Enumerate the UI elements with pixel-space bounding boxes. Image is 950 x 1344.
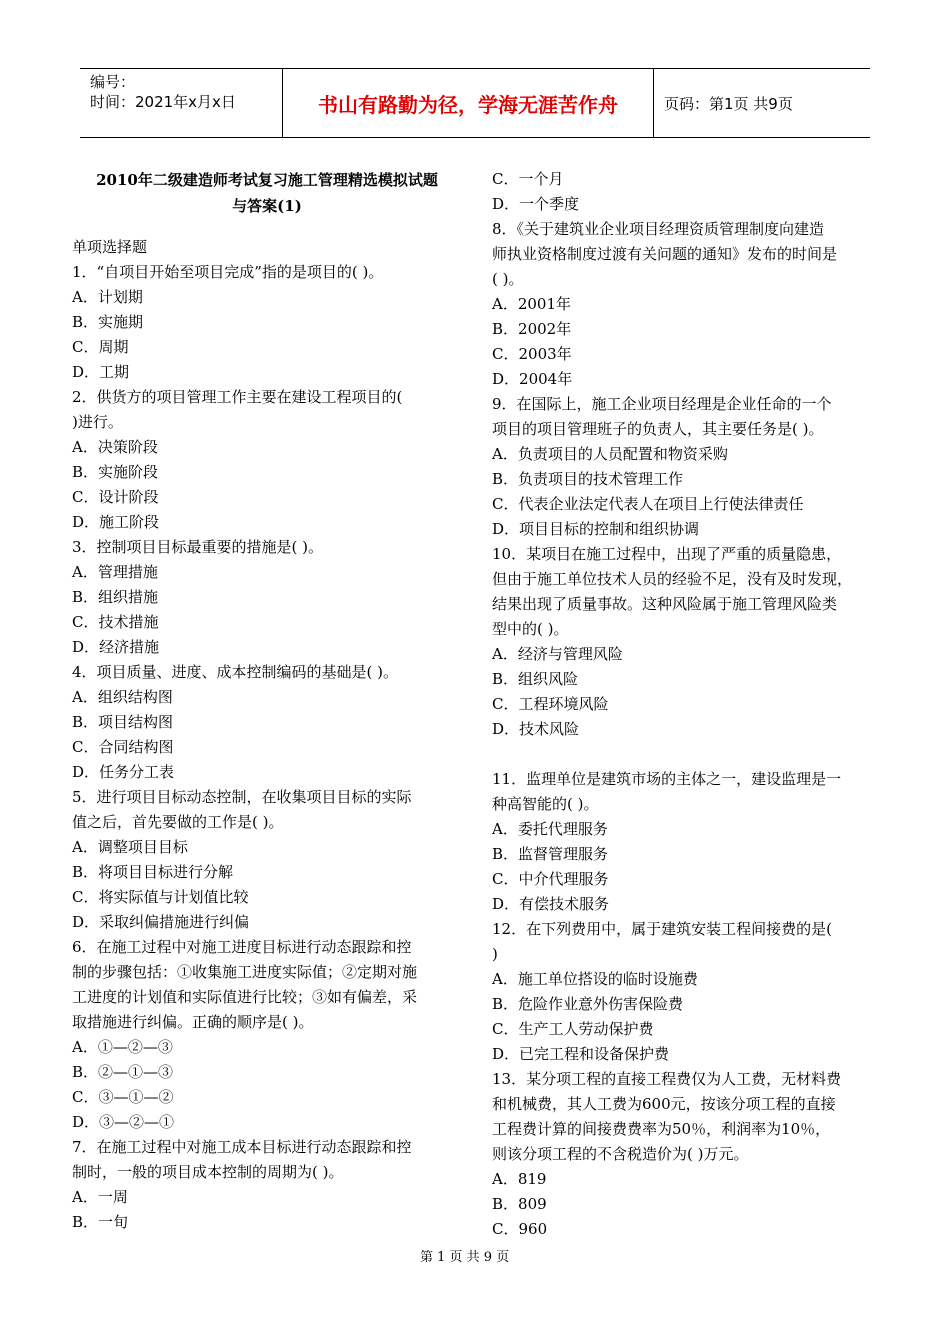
text-line: D．③—②—① xyxy=(72,1113,175,1131)
text-line: 结果出现了质量事故。这种风险属于施工管理风险类 xyxy=(492,595,838,613)
text-line: A．①—②—③ xyxy=(72,1038,173,1056)
text-line: 取措施进行纠偏。正确的顺序是( )。 xyxy=(72,1013,314,1031)
text-line: C．生产工人劳动保护费 xyxy=(492,1020,654,1038)
text-line: C．工程环境风险 xyxy=(492,695,609,713)
text-line: A．调整项目目标 xyxy=(72,838,188,856)
text-line: D．任务分工表 xyxy=(72,763,175,781)
title-line-2: 与答案(1) xyxy=(232,197,302,215)
right-column xyxy=(492,167,888,1242)
text-line: 3．控制项目目标最重要的措施是( )。 xyxy=(72,538,324,556)
text-line: B．将项目目标进行分解 xyxy=(72,863,234,881)
text-line: C．代表企业法定代表人在项目上行使法律责任 xyxy=(492,495,804,513)
text-line: D．经济措施 xyxy=(72,638,160,656)
text-line: B．危险作业意外伤害保险费 xyxy=(492,995,684,1013)
header-meta xyxy=(80,69,282,137)
text-line: C．中介代理服务 xyxy=(492,870,609,888)
header-page-label: 页码：第1页 共9页 xyxy=(664,94,793,113)
text-line: A．2001年 xyxy=(492,295,572,313)
text-line: )进行。 xyxy=(72,413,123,431)
text-line: A．委托代理服务 xyxy=(492,820,608,838)
text-line: D．有偿技术服务 xyxy=(492,895,610,913)
text-line: B．2002年 xyxy=(492,320,572,338)
text-line: D．施工阶段 xyxy=(72,513,160,531)
text-line: 和机械费，其人工费为600元，按该分项工程的直接 xyxy=(492,1095,836,1113)
text-line: 12．在下列费用中，属于建筑安装工程间接费的是( xyxy=(492,920,832,938)
left-column xyxy=(72,167,462,1235)
document-title xyxy=(72,167,462,219)
text-line: 师执业资格制度过渡有关问题的通知》发布的时间是 xyxy=(492,245,838,263)
text-line: 但由于施工单位技术人员的经验不足，没有及时发现， xyxy=(492,570,853,588)
text-line: 8．《关于建筑业企业项目经理资质管理制度向建造 xyxy=(492,220,825,238)
text-line: 值之后，首先要做的工作是( )。 xyxy=(72,813,284,831)
text-line: 10．某项目在施工过程中，出现了严重的质量隐患， xyxy=(492,545,842,563)
text-line: D．2004年 xyxy=(492,370,573,388)
text-line: C．一个月 xyxy=(492,170,564,188)
text-line: A．计划期 xyxy=(72,288,143,306)
text-line: A．管理措施 xyxy=(72,563,158,581)
text-line: B．组织风险 xyxy=(492,670,579,688)
text-line xyxy=(492,742,888,767)
text-line: B．负责项目的技术管理工作 xyxy=(492,470,684,488)
text-line: A．经济与管理风险 xyxy=(492,645,623,663)
text-line: 7．在施工过程中对施工成本目标进行动态跟踪和控 xyxy=(72,1138,412,1156)
text-line: D．采取纠偏措施进行纠偏 xyxy=(72,913,250,931)
text-line: D．工期 xyxy=(72,363,130,381)
text-line: D．一个季度 xyxy=(492,195,580,213)
text-line: 单项选择题 xyxy=(72,238,148,256)
text-line: B．监督管理服务 xyxy=(492,845,609,863)
text-line: ) xyxy=(492,945,498,963)
text-line: C．合同结构图 xyxy=(72,738,174,756)
text-line: B．809 xyxy=(492,1195,547,1213)
right-question-list xyxy=(492,167,888,1242)
text-line: D．已完工程和设备保护费 xyxy=(492,1045,670,1063)
text-line: 制的步骤包括：①收集施工进度实际值；②定期对施 xyxy=(72,963,418,981)
text-line: C．960 xyxy=(492,1220,548,1238)
page-footer: 第 1 页 共 9 页 xyxy=(420,1250,510,1265)
text-line: B．实施期 xyxy=(72,313,144,331)
text-line: B．项目结构图 xyxy=(72,713,174,731)
text-line: 种高智能的( )。 xyxy=(492,795,599,813)
text-line: B．实施阶段 xyxy=(72,463,159,481)
text-line: A．组织结构图 xyxy=(72,688,173,706)
text-line: A．决策阶段 xyxy=(72,438,158,456)
text-line: C．技术措施 xyxy=(72,613,159,631)
left-question-list xyxy=(72,235,462,1235)
title-line-1: 2010年二级建造师考试复习施工管理精选模拟试题 xyxy=(96,171,438,189)
header-motto: 书山有路勤为径，学海无涯苦作舟 xyxy=(282,69,654,137)
text-line: 1．“自项目开始至项目完成”指的是项目的( )。 xyxy=(72,263,384,281)
text-line: 项目的项目管理班子的负责人，其主要任务是( )。 xyxy=(492,420,824,438)
text-line: C．③—①—② xyxy=(72,1088,174,1106)
page-header xyxy=(80,68,870,138)
header-code-label: 编号： xyxy=(90,73,136,91)
text-line: 11．监理单位是建筑市场的主体之一，建设监理是一 xyxy=(492,770,842,788)
text-line: 则该分项工程的不含税造价为( )万元。 xyxy=(492,1145,749,1163)
text-line: 工进度的计划值和实际值进行比较；③如有偏差，采 xyxy=(72,988,418,1006)
text-line: 4．项目质量、进度、成本控制编码的基础是( )。 xyxy=(72,663,399,681)
text-line: 2．供货方的项目管理工作主要在建设工程项目的( xyxy=(72,388,403,406)
text-line: A．一周 xyxy=(72,1188,128,1206)
text-line: D．技术风险 xyxy=(492,720,580,738)
text-line: A．施工单位搭设的临时设施费 xyxy=(492,970,698,988)
text-line: 制时，一般的项目成本控制的周期为( )。 xyxy=(72,1163,344,1181)
text-line: C．2003年 xyxy=(492,345,572,363)
text-line: 6．在施工过程中对施工进度目标进行动态跟踪和控 xyxy=(72,938,412,956)
text-line: 5．进行项目目标动态控制，在收集项目目标的实际 xyxy=(72,788,412,806)
text-line: B．②—①—③ xyxy=(72,1063,174,1081)
text-line: ( )。 xyxy=(492,270,524,288)
text-line: D．项目目标的控制和组织协调 xyxy=(492,520,700,538)
text-line: C．周期 xyxy=(72,338,129,356)
text-line: C．设计阶段 xyxy=(72,488,159,506)
text-line: 工程费计算的间接费费率为50％，利润率为10％， xyxy=(492,1120,831,1138)
text-line: B．组织措施 xyxy=(72,588,159,606)
text-line: 型中的( )。 xyxy=(492,620,569,638)
text-line: B．一旬 xyxy=(72,1213,129,1231)
text-line: C．将实际值与计划值比较 xyxy=(72,888,249,906)
header-time-label: 时间：2021年x月x日 xyxy=(90,93,236,111)
text-line: 9．在国际上，施工企业项目经理是企业任命的一个 xyxy=(492,395,832,413)
text-line: 13．某分项工程的直接工程费仅为人工费，无材料费 xyxy=(492,1070,842,1088)
text-line: A．819 xyxy=(492,1170,547,1188)
text-line: A．负责项目的人员配置和物资采购 xyxy=(492,445,728,463)
